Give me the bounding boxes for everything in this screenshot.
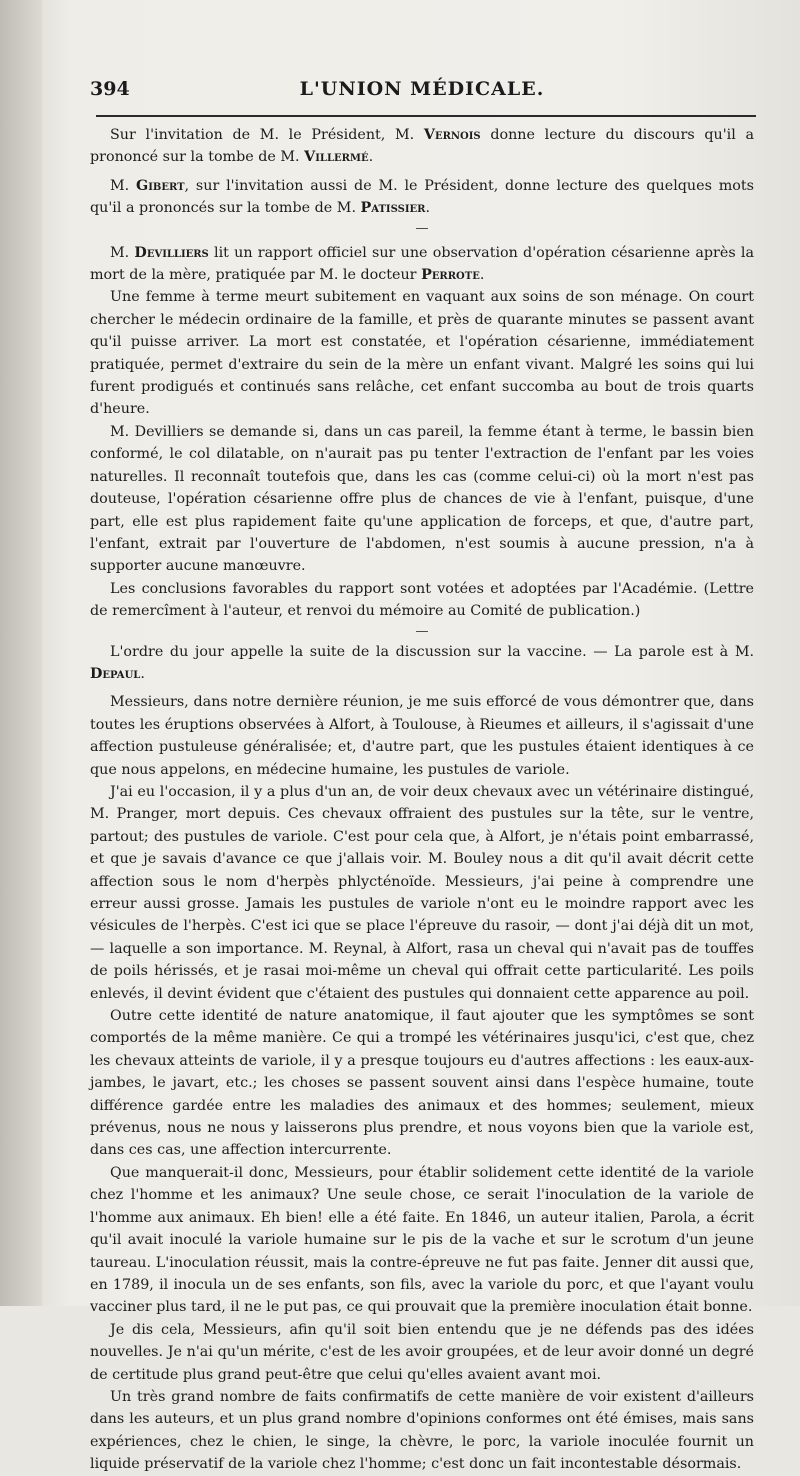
speech-paragraph: Messieurs, dans notre dernière réunion, je me suis efforcé de vous démontrer que, dans toutes les éruptions observées à Alfort, à Toulouse, à Rieumes et ailleurs, il s'agissait d'une affection pustuleuse généralisée; et, d'autre part, que les pustules étaient identiques à ce que nous appelons, en médecine humaine, les pustules de variole. bbox=[90, 694, 754, 778]
section-separator: — bbox=[415, 623, 429, 639]
paragraph-gibert: M. Gibert, sur l'invitation aussi de M. le Président, donne lecture des quelques mots qu'il a prononcés sur la tombe de M. Patissier. bbox=[90, 177, 754, 217]
speech-paragraph: J'ai eu l'occasion, il y a plus d'un an, de voir deux chevaux avec un vétérinaire distingué, M. Pranger, mort depuis. Ces chevaux offraient des pustules sur la tête, sur le ventre, partout; des pustules de variole. C'est pour cela que, à Alfort, je n'étais point embarrassé, et que je savais d'avance ce que j'allais voir. M. Bouley nous a dit qu'il avait décrit cette affection sous le nom d'herpès phlycténoïde. Messieurs, j'ai peine à comprendre une erreur aussi grosse. Jamais les pustules de variole n'ont eu le moindre rapport avec les vésicules de l'herpès. C'est ici que se place l'épreuve du rasoir, — dont j'ai déjà dit un mot, — laquelle a son importance. M. Reynal, à Alfort, rasa un cheval qui n'avait pas de touffes de poils hérissés, et je rasai moi-même un cheval qui offrait cette particularité. Les poils enlevés, il devint évident que c'étaient des pustules qui donnaient cette apparence au poil. bbox=[90, 783, 754, 1002]
running-title: L'UNION MÉDICALE. bbox=[299, 78, 545, 100]
paragraph-devilliers: M. Devilliers lit un rapport officiel sur une observation d'opération césarienne après la mort de la mère, pratiquée par M. le docteur Perrote. bbox=[90, 244, 755, 284]
header-rule bbox=[96, 115, 756, 117]
page-header bbox=[90, 76, 754, 106]
article-body bbox=[90, 124, 754, 1476]
paragraph-reflection: M. Devilliers se demande si, dans un cas pareil, la femme étant à terme, le bassin bien conformé, le col dilatable, on n'aurait pas pu tenter l'extraction de l'enfant par les voies naturelles. Il reconnaît toutefois que, dans les cas (comme celui-ci) où la mort n'est pas douteuse, l'opération césarienne offre plus de chances de vie à l'enfant, puisque, d'une part, elle est plus rapidement faite qu'une application de forceps, et que, d'autre part, l'enfant, extrait par l'ouverture de l'abdomen, n'est soumis à aucune pression, n'a à supporter aucune manœuvre. bbox=[90, 423, 754, 575]
page-number: 394 bbox=[90, 78, 130, 100]
paragraph-order-of-day: L'ordre du jour appelle la suite de la discussion sur la vaccine. — La parole est à M. Depaul. bbox=[90, 643, 754, 682]
paragraph-case: Une femme à terme meurt subitement en vaquant aux soins de son ménage. On court chercher le médecin ordinaire de la famille, et près de quarante minutes se passent avant qu'il puisse arriver. La mort est constatée, et l'opération césarienne, immédiatement pratiquée, permet d'extraire du sein de la mère un enfant vivant. Malgré les soins qui lui furent prodigués et continués sans relâche, cet enfant succomba au bout de trois quarts d'heure. bbox=[90, 289, 754, 418]
section-separator: — bbox=[415, 220, 429, 236]
speech-paragraph: Que manquerait-il donc, Messieurs, pour établir solidement cette identité de la variole chez l'homme et les animaux? Une seule chose, ce serait l'inoculation de la variole de l'homme aux animaux. Eh bien! elle a été faite. En 1846, un auteur italien, Parola, a écrit qu'il avait inoculé la variole humaine sur le pis de la vache et sur le scrotum d'un jeune taureau. L'inoculation réussit, mais la contre-épreuve ne fut pas faite. Jenner dit aussi que, en 1789, il inocula un de ses enfants, son fils, avec la variole du porc, et que l'ayant voulu vacciner plus tard, il ne le put pas, ce qui prouvait que la première inoculation était bonne. bbox=[90, 1164, 754, 1316]
speech-paragraph: Un très grand nombre de faits confirmatifs de cette manière de voir existent d'ailleurs dans les auteurs, et un plus grand nombre d'opinions conformes ont été émises, mais sans expériences, chez le chien, le singe, la chèvre, le porc, la variole inoculée fournit un liquide préservatif de la variole chez l'homme; c'est donc un fait incontestable désormais. bbox=[90, 1388, 754, 1473]
paragraph-vernois: Sur l'invitation de M. le Président, M. Vernois donne lecture du discours qu'il a prononcé sur la tombe de M. Villermé. bbox=[90, 127, 754, 166]
speech-paragraph: Je dis cela, Messieurs, afin qu'il soit bien entendu que je ne défends pas des idées nouvelles. Je n'ai qu'un mérite, c'est de les avoir groupées, et de leur avoir donné un degré de certitude plus grand peut-être que celui qu'elles avaient avant moi. bbox=[90, 1321, 754, 1383]
paragraph-conclusions: Les conclusions favorables du rapport sont votées et adoptées par l'Académie. (Lettre de remercîment à l'auteur, et renvoi du mémoire au Comité de publication.) bbox=[90, 580, 754, 620]
speech-paragraph: Outre cette identité de nature anatomique, il faut ajouter que les symptômes se sont comportés de la même manière. Ce qui a trompé les vétérinaires jusqu'ici, c'est que, chez les chevaux atteints de variole, il y a presque toujours eu d'autres affections : les eaux-aux-jambes, le javart, etc.; les choses se passent souvent ainsi dans l'espèce humaine, toute différence gardée entre les maladies des animaux et des hommes; seulement, mieux prévenus, nous ne nous y laisserons plus prendre, et nous voyons bien que la variole est, dans ces cas, une affection intercurrente. bbox=[90, 1008, 754, 1159]
page-gutter-shadow bbox=[0, 0, 42, 1306]
